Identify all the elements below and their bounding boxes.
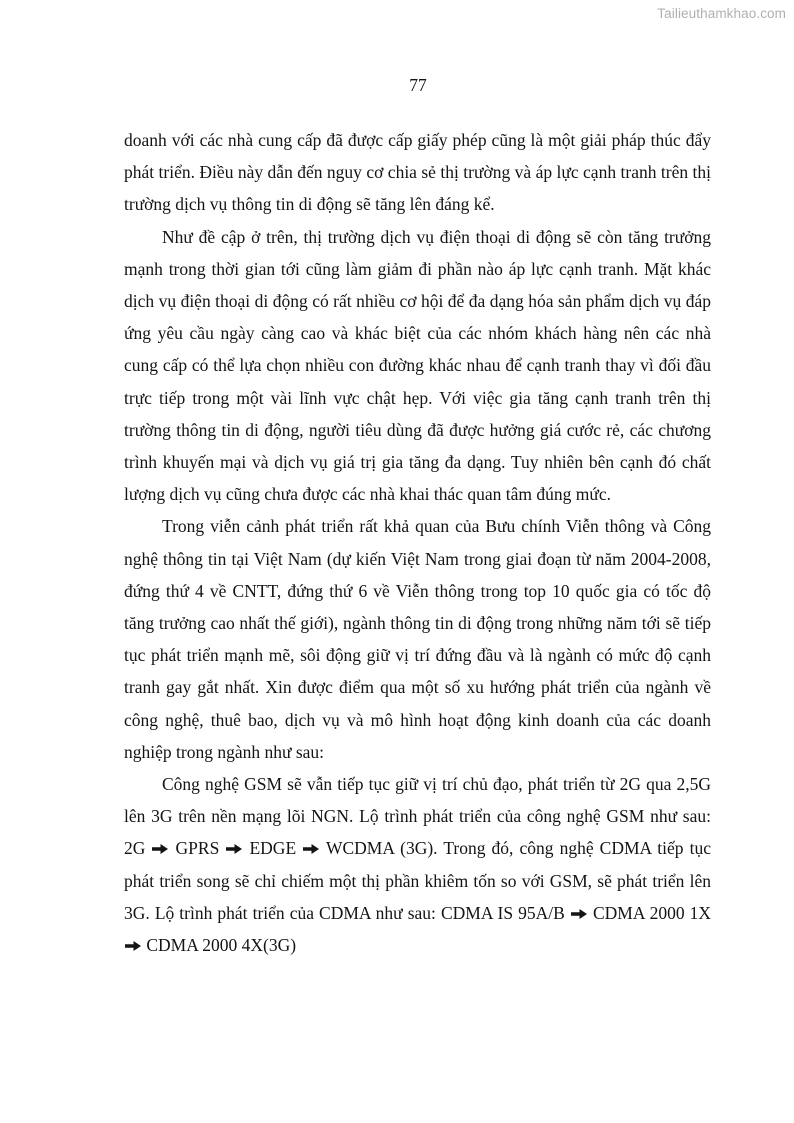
page-number: 77 [409,75,427,95]
arrow-right-icon [571,909,587,919]
gsm-roadmap-step: EDGE [249,838,297,859]
cdma-roadmap-step: CDMA 2000 4X(3G) [146,935,297,956]
paragraph: Như đề cập ở trên, thị trường dịch vụ điện thoại di động sẽ còn tăng trưởng mạnh trong thời gian tới cũng làm giảm đi phần nào áp lực cạnh tranh. Mặt khác dịch vụ điện thoại di động có rất nhiều cơ hội để đa dạng hóa sản phẩm dịch vụ đáp ứng yêu cầu ngày càng cao và khác biệt của các nhóm khách hàng nên các nhà cung cấp có thể lựa chọn nhiều con đường khác nhau để cạnh tranh thay vì đối đầu trực tiếp trong một vài lĩnh vực chật hẹp. Với việc gia tăng cạnh tranh trên thị trường thông tin di động, người tiêu dùng đã được hưởng giá cước rẻ, các chương trình khuyến mại và dịch vụ giá trị gia tăng đa dạng. Tuy nhiên bên cạnh đó chất lượng dịch vụ cũng chưa được các nhà khai thác quan tâm đúng mức. [124,226,711,505]
paragraph-continuation: doanh với các nhà cung cấp đã được cấp giấy phép cũng là một giải pháp thúc đẩy phát triển. Điều này dẫn đến nguy cơ chia sẻ thị trường và áp lực cạnh tranh trên thị trường dịch vụ thông tin di động sẽ tăng lên đáng kể. [124,130,711,215]
paragraph: Trong viễn cảnh phát triển rất khả quan của Bưu chính Viễn thông và Công nghệ thông tin tại Việt Nam (dự kiến Việt Nam trong giai đoạn từ năm 2004-2008, đứng thứ 4 về CNTT, đứng thứ 6 về Viễn thông trong top 10 quốc gia có tốc độ tăng trưởng cao nhất thế giới), ngành thông tin di động trong những năm tới sẽ tiếp tục phát triển mạnh mẽ, sôi động giữ vị trí đứng đầu và là ngành có mức độ cạnh tranh gay gắt nhất. Xin được điểm qua một số xu hướng phát triển của ngành về công nghệ, thuê bao, dịch vụ và mô hình hoạt động kinh doanh của các doanh nghiệp trong ngành như sau: [124,516,711,762]
cdma-roadmap-step: CDMA 2000 1X [592,902,712,923]
gsm-roadmap-step: 2G [124,838,146,859]
document-body [124,124,711,961]
cdma-roadmap-step: CDMA IS 95A/B [440,902,565,923]
gsm-roadmap-step: GPRS [175,838,220,859]
watermark: Tailieuthamkhao.com [657,6,786,21]
paragraph-technology-roadmap [124,768,711,961]
arrow-right-icon [226,844,242,854]
arrow-right-icon [152,844,168,854]
roadmap-middle-text: Trong đó, công nghệ CDMA tiếp tục phát triển song sẽ chỉ chiếm một thị phần khiêm tốn so với GSM, sẽ phát triển lên 3G. Lộ trình phát triển của CDMA như sau: [124,838,712,923]
arrow-right-icon [303,844,319,854]
roadmap-intro-text: Công nghệ GSM sẽ vẫn tiếp tục giữ vị trí chủ đạo, phát triển từ 2G qua 2,5G lên 3G trên nền mạng lõi NGN. Lộ trình phát triển của công nghệ GSM như sau: [124,774,711,827]
arrow-right-icon [125,941,141,951]
gsm-roadmap-step: WCDMA (3G). [325,838,438,859]
